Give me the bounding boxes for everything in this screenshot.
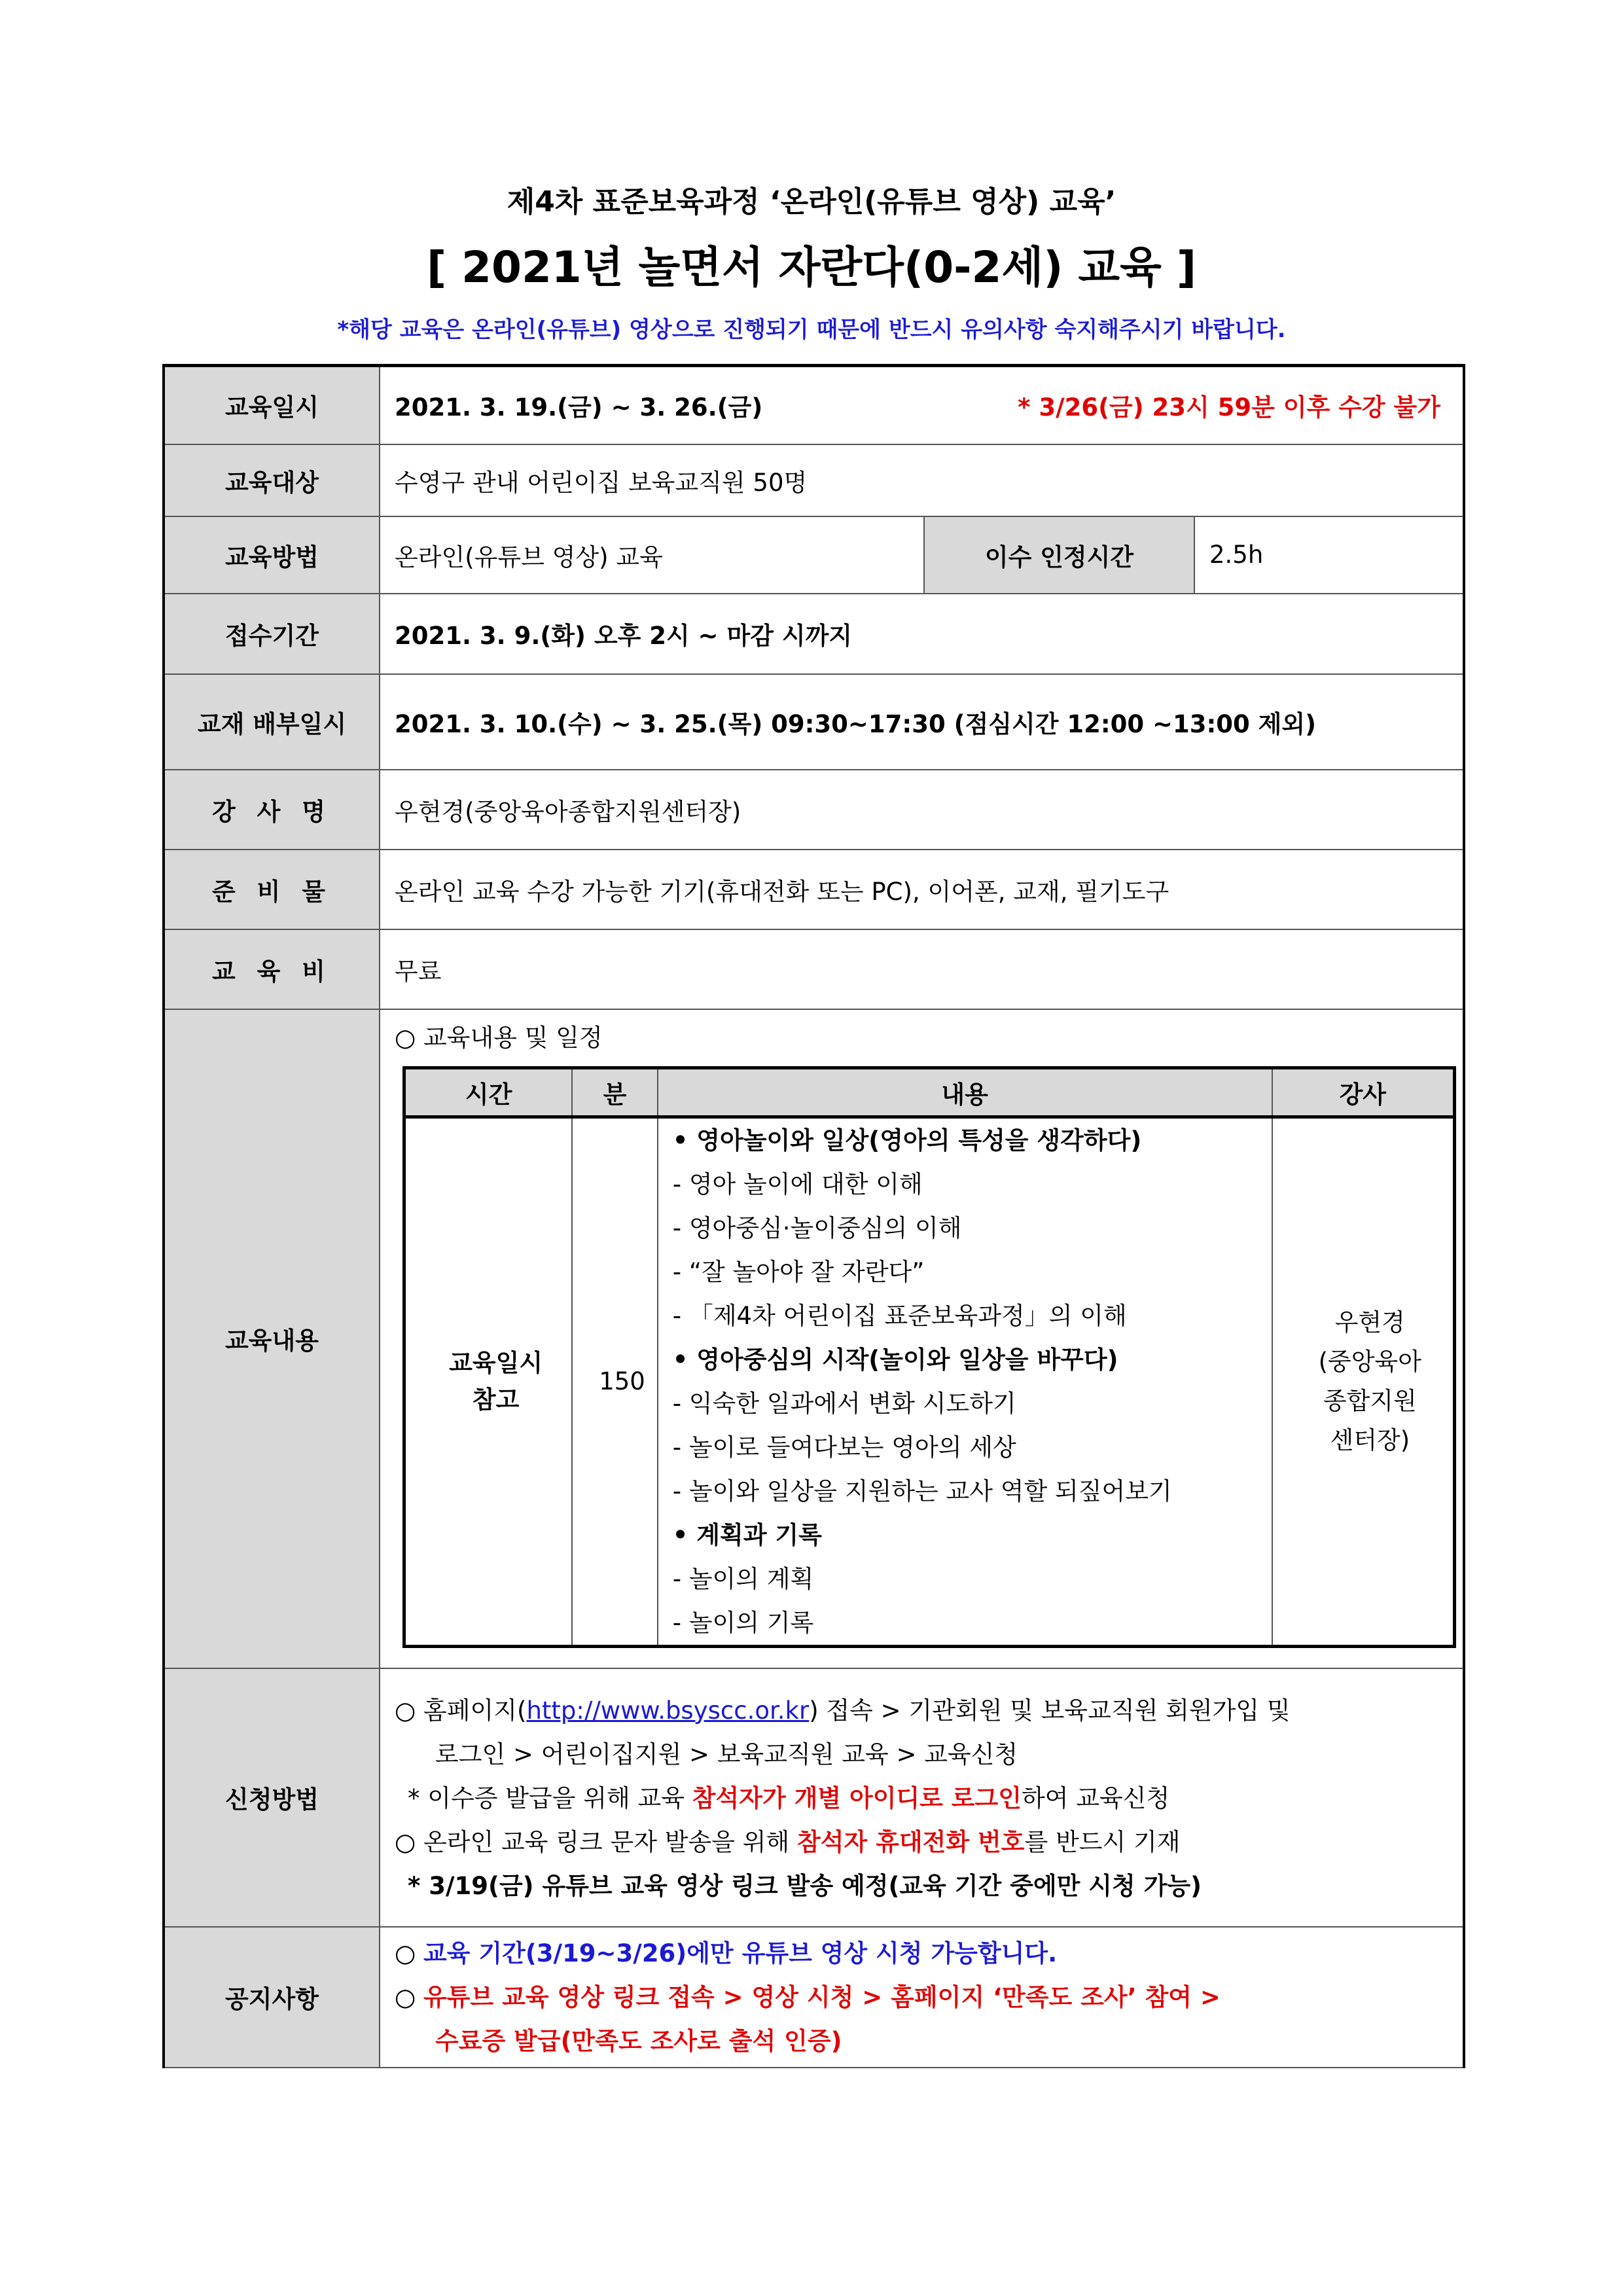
row-fee	[164, 929, 1464, 1009]
label-notice: 공지사항	[164, 1927, 380, 2068]
content-item: • 계획과 기록	[672, 1520, 822, 1549]
schedule-time-line2: 참고	[472, 1385, 520, 1414]
label-target: 교육대상	[164, 444, 380, 516]
label-reception: 접수기간	[164, 594, 380, 674]
row-reception	[164, 594, 1464, 674]
row-content	[164, 1009, 1464, 1668]
value-content	[380, 1009, 1464, 1668]
apply-line-4	[395, 1820, 1448, 1864]
value-supplies: 온라인 교육 수강 가능한 기기(휴대전화 또는 PC), 이어폰, 교재, 필기도구	[380, 850, 1464, 929]
schedule-row	[404, 1117, 1455, 1646]
apply-line-3	[395, 1776, 1448, 1820]
value-materials-date: 2021. 3. 10.(수) ~ 3. 25.(목) 09:30~17:30 (점심시간 12:00 ~13:00 제외)	[380, 674, 1464, 770]
schedule-table	[402, 1066, 1456, 1648]
apply-line-1-post: ) 접속 > 기관회원 및 보육교직원 회원가입 및	[809, 1696, 1291, 1725]
content-item: - 익숙한 일과에서 변화 시도하기	[672, 1389, 1016, 1418]
apply-line-1	[395, 1689, 1448, 1732]
content-item: - “잘 놀아야 잘 자란다”	[672, 1257, 925, 1286]
value-hours: 2.5h	[1194, 516, 1464, 594]
notice-line-1	[395, 1931, 1448, 1975]
content-item: - 놀이로 들여다보는 영아의 세상	[672, 1433, 1016, 1462]
value-reception: 2021. 3. 9.(화) 오후 2시 ~ 마감 시까지	[380, 594, 1464, 674]
homepage-link[interactable]: http://www.bsyscc.or.kr	[526, 1696, 810, 1725]
row-supplies	[164, 850, 1464, 929]
header-instructor: 강사	[1272, 1067, 1455, 1117]
instructor-line: 종합지원	[1323, 1386, 1417, 1415]
date-warning: * 3/26(금) 23시 59분 이후 수강 불가	[1018, 393, 1441, 422]
value-target: 수영구 관내 어린이집 보육교직원 50명	[380, 444, 1464, 516]
notice-line-2	[395, 1975, 1448, 2019]
content-item: - 영아중심·놀이중심의 이해	[672, 1213, 962, 1242]
row-target	[164, 444, 1464, 516]
content-item: • 영아중심의 시작(놀이와 일상을 바꾸다)	[672, 1345, 1118, 1374]
instructor-line: 센터장)	[1330, 1426, 1410, 1454]
apply-line-3-post: 하여 교육신청	[1022, 1784, 1170, 1812]
label-method: 교육방법	[164, 516, 380, 594]
value-method: 온라인(유튜브 영상) 교육	[380, 516, 924, 594]
notice-line-2-bullet: ○	[395, 1982, 424, 2011]
schedule-time	[404, 1117, 573, 1646]
apply-line-4-highlight: 참석자 휴대전화 번호	[797, 1827, 1025, 1856]
notice-text: *해당 교육은 온라인(유튜브) 영상으로 진행되기 때문에 반드시 유의사항 숙지해주시기 바랍니다.	[337, 317, 1286, 343]
notice-line-1-bullet: ○	[395, 1939, 424, 1967]
label-apply: 신청방법	[164, 1668, 380, 1927]
notice-line-2-text: 유튜브 교육 영상 링크 접속 > 영상 시청 > 홈페이지 ‘만족도 조사’ 참여 >	[423, 1982, 1221, 2011]
content-item: • 영아놀이와 일상(영아의 특성을 생각하다)	[672, 1126, 1142, 1155]
value-fee: 무료	[380, 929, 1464, 1009]
apply-line-1-pre: ○ 홈페이지(	[395, 1696, 527, 1725]
label-materials-date: 교재 배부일시	[164, 674, 380, 770]
value-apply	[380, 1668, 1464, 1927]
title-line-1: 제4차 표준보육과정 ‘온라인(유튜브 영상) 교육’	[507, 185, 1116, 219]
content-item: - 「제4차 어린이집 표준보육과정」의 이해	[672, 1301, 1127, 1330]
schedule-header-row	[404, 1067, 1455, 1117]
date-range: 2021. 3. 19.(금) ~ 3. 26.(금)	[395, 393, 763, 422]
row-instructor	[164, 770, 1464, 850]
content-intro: ○ 교육내용 및 일정	[395, 1023, 603, 1052]
value-instructor: 우현경(중앙육아종합지원센터장)	[380, 770, 1464, 850]
content-item: - 놀이와 일상을 지원하는 교사 역할 되짚어보기	[672, 1477, 1172, 1505]
row-notice	[164, 1927, 1464, 2068]
label-date: 교육일시	[164, 366, 380, 444]
apply-line-4-pre: ○ 온라인 교육 링크 문자 발송을 위해	[395, 1827, 798, 1856]
apply-line-2: 로그인 > 어린이집지원 > 보육교직원 교육 > 교육신청	[435, 1740, 1018, 1768]
apply-line-4-post: 를 반드시 기재	[1024, 1827, 1181, 1856]
row-apply	[164, 1668, 1464, 1927]
value-date	[380, 366, 1464, 444]
apply-line-3-highlight: 참석자가 개별 아이디로 로그인	[692, 1784, 1022, 1812]
row-method	[164, 516, 1464, 594]
schedule-instructor	[1272, 1117, 1455, 1646]
label-content: 교육내용	[164, 1009, 380, 1668]
label-instructor: 강 사 명	[164, 770, 380, 850]
title-line-2: [ 2021년 놀면서 자란다(0-2세) 교육 ]	[426, 242, 1197, 293]
instructor-line: (중앙육아	[1318, 1347, 1422, 1376]
content-item-list	[673, 1119, 1272, 1645]
label-fee: 교 육 비	[164, 929, 380, 1009]
instructor-line: 우현경	[1334, 1308, 1405, 1336]
header-content: 내용	[658, 1067, 1272, 1117]
notice-line-1-text: 교육 기간(3/19~3/26)에만 유튜브 영상 시청 가능합니다.	[423, 1939, 1058, 1967]
schedule-content	[658, 1117, 1272, 1646]
row-materials-date	[164, 674, 1464, 770]
content-item: - 놀이의 계획	[672, 1564, 814, 1593]
header-minutes: 분	[572, 1067, 657, 1117]
label-supplies: 준 비 물	[164, 850, 380, 929]
value-notice	[380, 1927, 1464, 2068]
info-table	[162, 364, 1465, 2068]
label-hours: 이수 인정시간	[924, 516, 1194, 594]
schedule-minutes: 150	[572, 1117, 657, 1646]
schedule-time-line1: 교육일시	[449, 1348, 543, 1377]
apply-line-5: * 3/19(금) 유튜브 교육 영상 링크 발송 예정(교육 기간 중에만 시청 가능)	[408, 1871, 1202, 1900]
apply-line-3-pre: * 이수증 발급을 위해 교육	[408, 1784, 692, 1812]
header-time: 시간	[404, 1067, 573, 1117]
row-date	[164, 366, 1464, 444]
content-item: - 영아 놀이에 대한 이해	[672, 1170, 923, 1198]
content-item: - 놀이의 기록	[672, 1608, 814, 1637]
notice-line-3: 수료증 발급(만족도 조사로 출석 인증)	[435, 2026, 842, 2055]
